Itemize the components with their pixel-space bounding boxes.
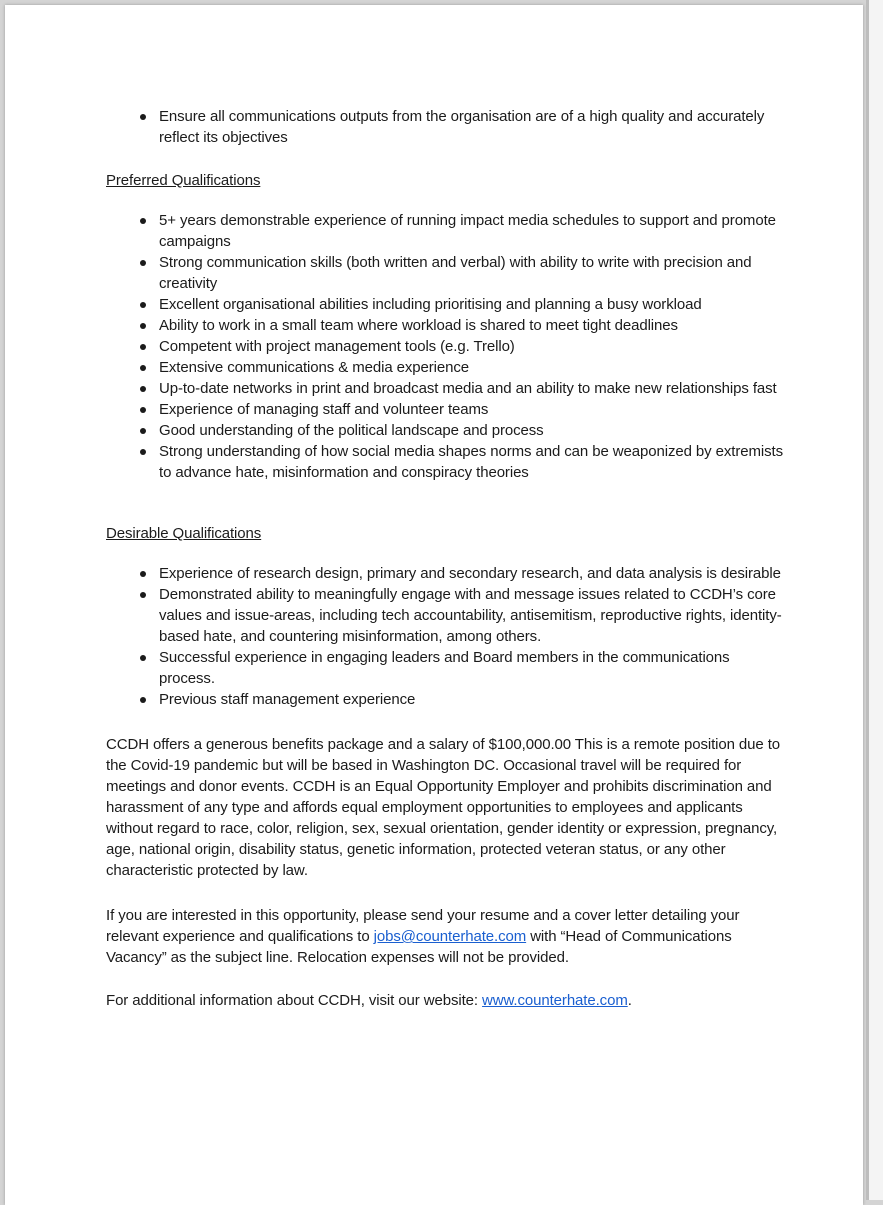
list-item: Good understanding of the political landscape and process [106, 420, 786, 441]
list-item: Experience of managing staff and volunteer teams [106, 399, 786, 420]
list-item: Competent with project management tools (e.g. Trello) [106, 336, 786, 357]
list-item: Previous staff management experience [106, 689, 786, 710]
more-info-text: For additional information about CCDH, visit our website: [106, 992, 483, 1009]
list-item: Experience of research design, primary and secondary research, and data analysis is desirable [106, 563, 786, 584]
document-content [106, 106, 786, 1011]
responsibilities-list [106, 106, 786, 148]
apply-paragraph [106, 905, 786, 968]
desirable-qualifications-heading: Desirable Qualifications [106, 525, 262, 542]
benefits-paragraph: CCDH offers a generous benefits package and a salary of $100,000.00 This is a remote position due to the Covid-19 pandemic but will be based in Washington DC. Occasional travel will be required for meetings and donor events. CCDH is an Equal Opportunity Employer and prohibits discrimination and harassment of any type and affords equal employment opportunities to employees and applicants without regard to race, color, religion, sex, sexual orientation, gender identity or expression, pregnancy, age, national origin, disability status, genetic information, protected veteran status, or any other characteristic protected by law. [106, 736, 781, 879]
preferred-qualifications-heading: Preferred Qualifications [106, 172, 261, 189]
list-item: Strong understanding of how social media shapes norms and can be weaponized by extremists to advance hate, misinformation and conspiracy theories [106, 441, 786, 483]
more-info-period: . [627, 992, 632, 1009]
list-item: Excellent organisational abilities including prioritising and planning a busy workload [106, 294, 786, 315]
preferred-qualifications-list [106, 210, 786, 483]
website-link[interactable]: www.counterhate.com [482, 992, 628, 1009]
list-item: Successful experience in engaging leaders and Board members in the communications process. [106, 647, 786, 689]
list-item: Extensive communications & media experience [106, 357, 786, 378]
list-item: Demonstrated ability to meaningfully engage with and message issues related to CCDH’s core values and issue-areas, including tech accountability, antisemitism, reproductive rights, identity-based hate, and countering misinformation, among others. [106, 584, 786, 647]
list-item: Ensure all communications outputs from the organisation are of a high quality and accurately reflect its objectives [106, 106, 786, 148]
list-item: Up-to-date networks in print and broadcast media and an ability to make new relationships fast [106, 378, 786, 399]
list-item: Ability to work in a small team where workload is shared to meet tight deadlines [106, 315, 786, 336]
email-link[interactable]: jobs@counterhate.com [373, 928, 527, 945]
apply-text: If you are interested in this opportunity, please send your resume and a cover letter detailing your relevant experience and qualifications to [106, 907, 740, 945]
list-item: Strong communication skills (both written and verbal) with ability to write with precision and creativity [106, 252, 786, 294]
more-info-paragraph [106, 990, 786, 1011]
scrollbar[interactable] [866, 0, 883, 1200]
list-item: 5+ years demonstrable experience of running impact media schedules to support and promote campaigns [106, 210, 786, 252]
desirable-qualifications-list [106, 563, 786, 710]
apply-text-end: with “Head of Communications Vacancy” as the subject line. Relocation expenses will not be provided. [106, 928, 732, 966]
